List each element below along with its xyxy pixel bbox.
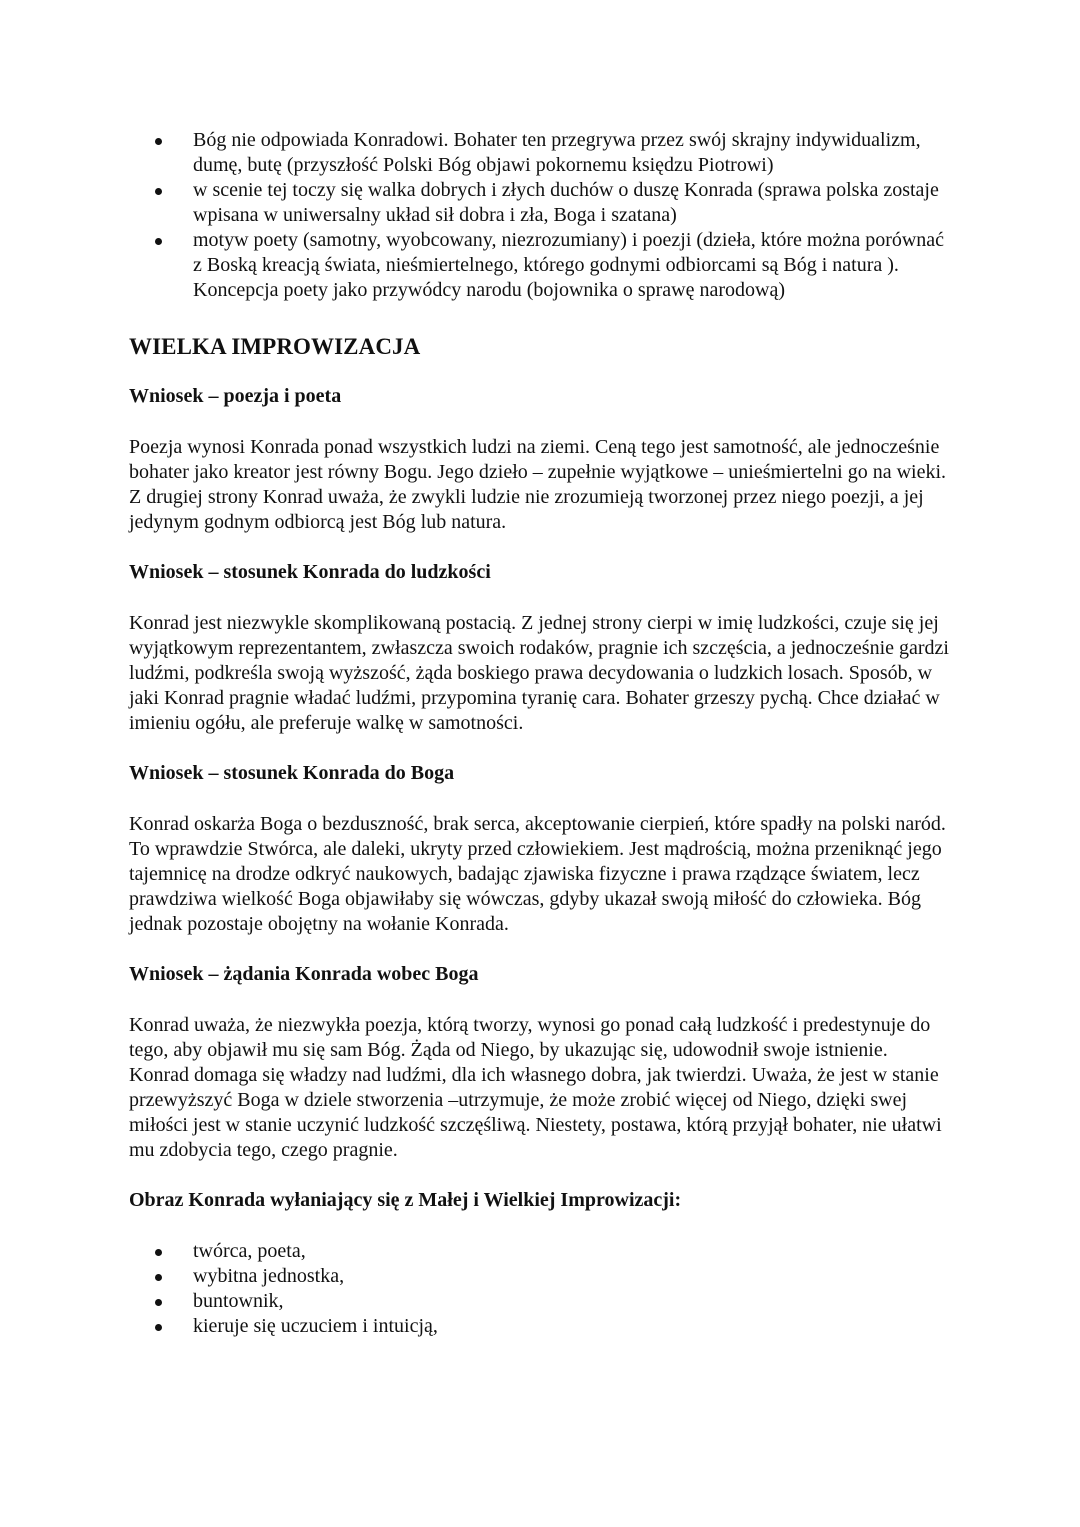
list-item-text: w scenie tej toczy się walka dobrych i złych duchów o duszę Konrada (sprawa polska zostaje wpisana w uniwersalny układ sił dobra i zła, Boga i szatana): [193, 179, 939, 226]
list-item: [129, 1314, 949, 1339]
list-item: [129, 1264, 949, 1289]
list-item-text: wybitna jednostka,: [193, 1265, 345, 1287]
list-item: [129, 1289, 949, 1314]
list-item: [129, 1239, 949, 1264]
bullet-icon: [155, 138, 162, 145]
list-item-text: buntownik,: [193, 1290, 284, 1312]
bullet-icon: [155, 1299, 162, 1306]
paragraph: Konrad oskarża Boga o bezduszność, brak serca, akceptowanie cierpień, które spadły na polski naród. To wprawdzie Stwórca, ale daleki, ukryty przed człowiekiem. Jest mądrością, można przeniknąć jego tajemnicę na drodze odkryć naukowych, badając zjawiska fizyczne i prawa rządzące światem, lecz prawdziwa wielkość Boga objawiłaby się wówczas, gdyby ukazał swoją miłość do człowieka. Bóg jednak pozostaje obojętny na wołanie Konrada.: [129, 813, 946, 935]
subsection-heading: Wniosek – stosunek Konrada do ludzkości: [129, 561, 491, 583]
subsection-heading: Wniosek – poezja i poeta: [129, 385, 342, 407]
paragraph: Konrad jest niezwykle skomplikowaną postacią. Z jednej strony cierpi w imię ludzkości, czuje się jej wyjątkowym reprezentantem, zwłaszcza swoich rodaków, pragnie ich szczęścia, a jednocześnie gardzi ludźmi, podkreśla swoją wyższość, żąda boskiego prawa decydowania o ludzkich losach. Sposób, w jaki Konrad pragnie władać ludźmi, przypomina tyranię cara. Bohater grzeszy pychą. Chce działać w imieniu ogółu, ale preferuje walkę w samotności.: [129, 612, 949, 734]
bullet-icon: [155, 1274, 162, 1281]
subsection-heading: Wniosek – stosunek Konrada do Boga: [129, 762, 455, 784]
list-item: [129, 178, 949, 228]
list-item-text: motyw poety (samotny, wyobcowany, niezrozumiany) i poezji (dzieła, które można porównać z Boską kreacją świata, nieśmiertelnego, którego godnymi odbiorcami są Bóg i natura ). Koncepcja poety jako przywódcy narodu (bojownika o sprawę narodową): [193, 229, 945, 301]
bullet-icon: [155, 188, 162, 195]
subsection-heading: Wniosek – żądania Konrada wobec Boga: [129, 963, 479, 985]
list-item: [129, 228, 949, 303]
paragraph: Poezja wynosi Konrada ponad wszystkich ludzi na ziemi. Ceną tego jest samotność, ale jednocześnie bohater jako kreator jest równy Bogu. Jego dzieło – zupełnie wyjątkowe – unieśmiertelni go na wieki. Z drugiej strony Konrad uważa, że zwykli ludzie nie zrozumieją tworzonej przez niego poezji, a jej jedynym godnym odbiorcą jest Bóg lub natura.: [129, 436, 947, 533]
section-title: WIELKA IMPROWIZACJA: [129, 334, 421, 359]
summary-bullet-list: [129, 1239, 949, 1339]
paragraph: Konrad uważa, że niezwykła poezja, którą tworzy, wynosi go ponad całą ludzkość i predestynuje do tego, aby objawił mu się sam Bóg. Żąda od Niego, by ukazując się, udowodnił swoje istnienie. Konrad domaga się władzy nad ludźmi, dla ich własnego dobra, jak twierdzi. Uważa, że jest w stanie przewyższyć Boga w dziele stworzenia –utrzymuje, że może zrobić więcej od Niego, dzięki swej miłości jest w stanie uczynić ludzkość szczęśliwą. Niestety, postawa, którą przyjął bohater, nie ułatwi mu zdobycia tego, czego pragnie.: [129, 1014, 942, 1161]
list-item: [129, 128, 949, 178]
bullet-icon: [155, 238, 162, 245]
list-item-text: twórca, poeta,: [193, 1240, 306, 1262]
list-item-text: kieruje się uczuciem i intuicją,: [193, 1315, 438, 1337]
bullet-icon: [155, 1249, 162, 1256]
list-item-text: Bóg nie odpowiada Konradowi. Bohater ten przegrywa przez swój skrajny indywidualizm, dumę, butę (przyszłość Polski Bóg objawi pokornemu księdzu Piotrowi): [193, 129, 921, 176]
top-bullet-list: [129, 128, 949, 303]
summary-heading: Obraz Konrada wyłaniający się z Małej i Wielkiej Improwizacji:: [129, 1189, 682, 1211]
page-content: [129, 128, 949, 1339]
bullet-icon: [155, 1324, 162, 1331]
